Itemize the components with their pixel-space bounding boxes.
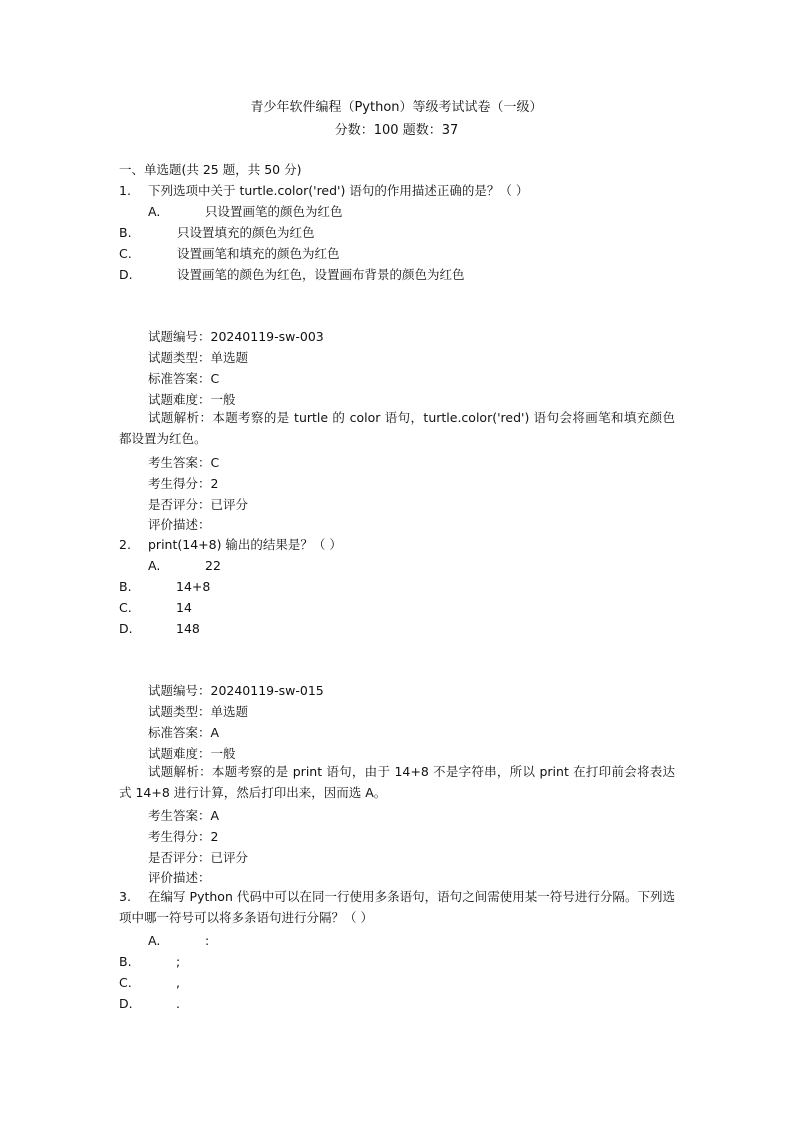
option-text: ; [176,954,181,969]
option-letter: D. [119,267,133,282]
option-letter: A. [148,558,161,573]
question-stem: 下列选项中关于 turtle.color('red') 语句的作用描述正确的是？（ ） [148,183,529,198]
question-type: 试题类型：单选题 [148,350,249,365]
option-text: 设置画笔的颜色为红色，设置画布背景的颜色为红色 [177,267,465,282]
question-difficulty: 试题难度：一般 [148,746,236,761]
option-letter: D. [119,996,133,1011]
question-difficulty: 试题难度：一般 [148,392,236,407]
question-analysis: 试题解析：本题考察的是 turtle 的 color 语句，turtle.color('red') 语句会将画笔和填充颜色都设置为红色。 [119,410,675,446]
option-text: 22 [205,558,221,573]
option-letter: C. [119,600,132,615]
option-letter: D. [119,621,133,636]
option-text: 设置画笔和填充的颜色为红色 [177,246,340,261]
option-text: 148 [176,621,200,636]
student-score: 考生得分：2 [148,829,219,844]
option-letter: A. [148,204,161,219]
option-letter: B. [119,225,132,240]
option-text: 只设置画笔的颜色为红色 [205,204,343,219]
standard-answer: 标准答案：C [148,371,220,386]
question-number: 2. [119,537,131,552]
option-letter: C. [119,246,132,261]
option-letter: B. [119,579,132,594]
option-text: 只设置填充的颜色为红色 [177,225,315,240]
question-stem: print(14+8) 输出的结果是？（ ） [148,537,342,552]
option-text: 14+8 [176,579,211,594]
student-answer: 考生答案：A [148,808,220,823]
option-text: , [176,975,180,990]
option-text: . [176,996,180,1011]
question-id: 试题编号：20240119-sw-003 [148,329,324,344]
exam-title: 青少年软件编程（Python）等级考试试卷（一级） [250,100,543,115]
standard-answer: 标准答案：A [148,725,220,740]
section-heading: 一、单选题(共 25 题，共 50 分) [119,162,302,177]
grading-status: 是否评分：已评分 [148,850,249,865]
student-answer: 考生答案：C [148,455,220,470]
option-letter: A. [148,933,161,948]
student-score: 考生得分：2 [148,476,219,491]
evaluation-comment: 评价描述： [148,870,211,885]
option-text: : [205,933,210,948]
question-type: 试题类型：单选题 [148,704,249,719]
option-letter: B. [119,954,132,969]
option-text: 14 [176,600,192,615]
question-number: 1. [119,183,131,198]
evaluation-comment: 评价描述： [148,517,211,532]
exam-score-summary: 分数：100 题数：37 [334,123,459,138]
question-id: 试题编号：20240119-sw-015 [148,683,324,698]
grading-status: 是否评分：已评分 [148,497,249,512]
option-letter: C. [119,975,132,990]
question-analysis: 试题解析：本题考察的是 print 语句，由于 14+8 不是字符串，所以 print 在打印前会将表达式 14+8 进行计算，然后打印出来，因而选 A。 [119,764,675,800]
question-number: 3. [119,889,131,904]
question-stem: 在编写 Python 代码中可以在同一行使用多条语句，语句之间需使用某一符号进行分隔。下列选项中哪一符号可以将多条语句进行分隔？（ ） [119,889,675,925]
